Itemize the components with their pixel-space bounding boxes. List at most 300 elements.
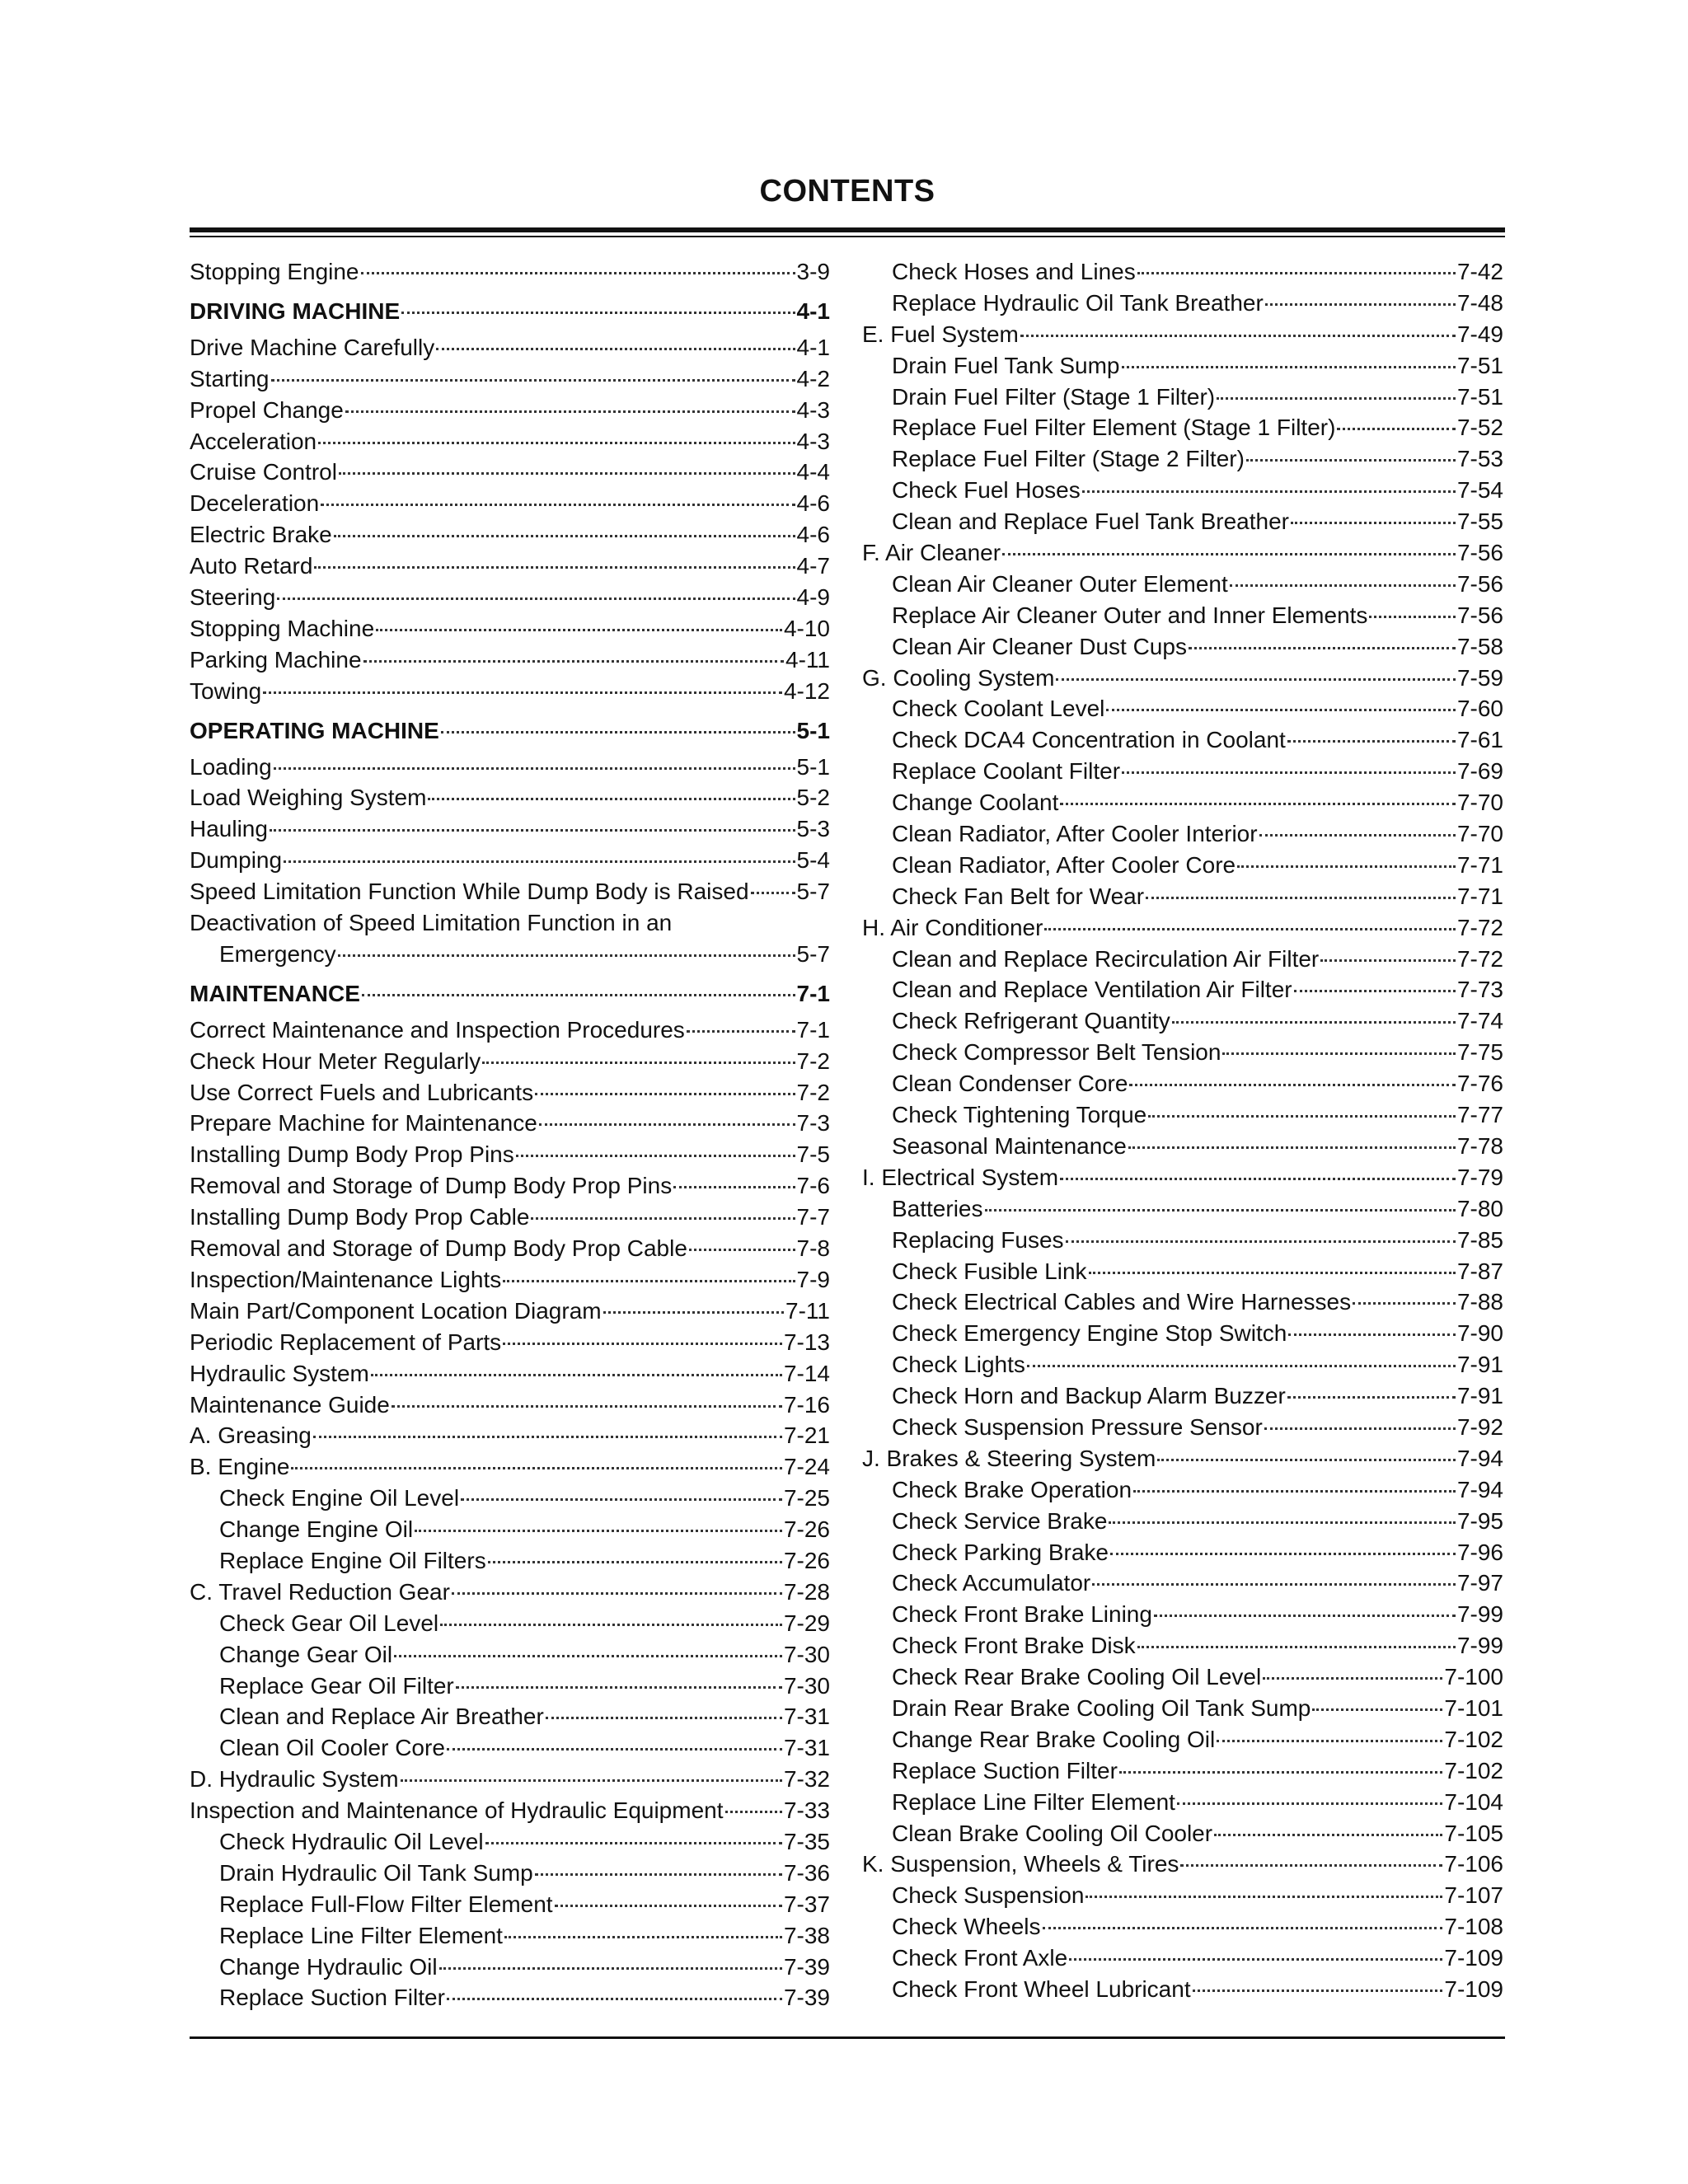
toc-dot-leader xyxy=(363,660,784,663)
toc-entry-label: Replace Fuel Filter (Stage 2 Filter) xyxy=(892,446,1245,472)
toc-entry[interactable] xyxy=(862,1911,1503,1943)
toc-entry[interactable] xyxy=(190,582,830,613)
toc-dot-leader xyxy=(345,410,795,413)
toc-dot-leader xyxy=(313,1436,782,1438)
toc-entry[interactable] xyxy=(862,1318,1503,1349)
toc-dot-leader xyxy=(439,1967,782,1970)
toc-entry[interactable] xyxy=(862,537,1503,569)
toc-entry-label: Change Gear Oil xyxy=(219,1641,393,1667)
toc-entry[interactable] xyxy=(190,1139,830,1170)
toc-entry[interactable] xyxy=(190,1858,830,1889)
toc-entry[interactable] xyxy=(862,1037,1503,1068)
toc-entry-label: Check Brake Operation xyxy=(892,1476,1132,1502)
toc-entry-label: Replacing Fuses xyxy=(892,1226,1064,1253)
toc-page-number: 7-90 xyxy=(1456,1320,1503,1347)
toc-entry-label: Replace Line Filter Element xyxy=(219,1922,503,1948)
toc-entry[interactable] xyxy=(862,631,1503,663)
toc-entry[interactable] xyxy=(190,1015,830,1046)
toc-entry[interactable] xyxy=(190,1233,830,1264)
toc-entry[interactable] xyxy=(190,395,830,426)
toc-entry[interactable] xyxy=(862,787,1503,818)
toc-entry-label: Clean Condenser Core xyxy=(892,1071,1128,1097)
toc-entry[interactable] xyxy=(190,1202,830,1233)
toc-entry[interactable] xyxy=(862,1193,1503,1225)
toc-dot-leader xyxy=(1320,959,1456,962)
toc-entry[interactable] xyxy=(190,1545,830,1577)
toc-page-number: 4-6 xyxy=(796,522,830,548)
toc-dot-leader xyxy=(1137,272,1456,274)
toc-entry[interactable] xyxy=(862,350,1503,382)
toc-entry-label: Check DCA4 Concentration in Coolant xyxy=(892,727,1286,753)
toc-page-number: 7-95 xyxy=(1456,1507,1503,1534)
toc-page-number: 7-1 xyxy=(796,1016,830,1043)
toc-entry[interactable] xyxy=(862,1443,1503,1474)
toc-entry-label: I. Electrical System xyxy=(862,1164,1059,1190)
toc-page-number: 7-7 xyxy=(796,1204,830,1230)
toc-entry[interactable] xyxy=(190,876,830,907)
toc-entry[interactable] xyxy=(862,1005,1503,1037)
toc-entry-label: Stopping Engine xyxy=(190,259,359,284)
toc-entry-label: Check Compressor Belt Tension xyxy=(892,1039,1221,1066)
toc-entry-label: Check Electrical Cables and Wire Harnesses xyxy=(892,1289,1352,1315)
toc-dot-leader xyxy=(428,798,795,800)
toc-page-number: 7-29 xyxy=(783,1610,830,1636)
toc-entry-label: Check Coolant Level xyxy=(892,696,1105,722)
toc-entry[interactable] xyxy=(190,1889,830,1920)
toc-page-number: 7-101 xyxy=(1444,1694,1503,1721)
toc-dot-leader xyxy=(1157,1459,1456,1461)
toc-dot-leader xyxy=(440,1624,782,1626)
toc-entry[interactable] xyxy=(190,752,830,783)
toc-entry-label: Change Hydraulic Oil xyxy=(219,1953,438,1980)
toc-entry[interactable] xyxy=(190,1577,830,1608)
toc-page-number: 7-2 xyxy=(796,1079,830,1105)
toc-entry-label: Check Front Axle xyxy=(892,1945,1068,1971)
toc-dot-leader xyxy=(1146,897,1456,899)
toc-entry[interactable] xyxy=(190,1077,830,1108)
toc-entry[interactable] xyxy=(862,1818,1503,1849)
toc-entry[interactable] xyxy=(190,613,830,644)
toc-entry[interactable] xyxy=(190,1764,830,1795)
toc-entry-label: Check Refrigerant Quantity xyxy=(892,1008,1170,1034)
toc-entry[interactable] xyxy=(862,1099,1503,1131)
toc-entry[interactable] xyxy=(862,1661,1503,1693)
toc-entry[interactable] xyxy=(190,1732,830,1764)
toc-dot-leader xyxy=(1043,1927,1443,1929)
toc-dot-leader xyxy=(689,1249,795,1251)
toc-entry[interactable] xyxy=(190,907,830,939)
toc-dot-leader xyxy=(1020,335,1456,337)
toc-dot-leader xyxy=(504,1936,782,1938)
toc-entry[interactable] xyxy=(190,1170,830,1202)
toc-left-column xyxy=(190,256,830,2013)
toc-page-number: 7-9 xyxy=(796,1266,830,1292)
toc-dot-leader xyxy=(687,1030,795,1033)
toc-dot-leader xyxy=(535,1873,782,1876)
toc-page-number: 5-1 xyxy=(796,717,830,743)
toc-entry[interactable] xyxy=(862,1849,1503,1880)
toc-entry[interactable] xyxy=(190,1451,830,1483)
toc-entry[interactable] xyxy=(190,1795,830,1826)
toc-entry[interactable] xyxy=(190,1327,830,1358)
toc-entry[interactable] xyxy=(190,1108,830,1139)
toc-dot-leader xyxy=(274,767,795,770)
toc-dot-leader xyxy=(1060,803,1456,805)
toc-entry[interactable] xyxy=(190,1483,830,1514)
toc-dot-leader xyxy=(603,1311,784,1314)
toc-page-number: 7-32 xyxy=(783,1766,830,1793)
toc-dot-leader xyxy=(1154,1615,1456,1617)
toc-entry[interactable] xyxy=(862,1474,1503,1506)
toc-dot-leader xyxy=(334,535,795,537)
toc-page-number: 7-49 xyxy=(1456,321,1503,347)
toc-dot-leader xyxy=(1069,1958,1442,1961)
toc-dot-leader xyxy=(1288,1333,1456,1336)
toc-dot-leader xyxy=(485,1842,782,1844)
toc-dot-leader xyxy=(314,566,795,569)
toc-dot-leader xyxy=(1122,366,1456,368)
toc-entry-label: Replace Suction Filter xyxy=(219,1985,445,2011)
toc-dot-leader xyxy=(270,829,795,832)
toc-entry[interactable] xyxy=(862,1068,1503,1099)
toc-entry[interactable] xyxy=(862,1506,1503,1537)
toc-dot-leader xyxy=(751,892,795,894)
toc-entry[interactable] xyxy=(190,488,830,519)
toc-dot-leader xyxy=(371,1374,782,1376)
toc-page-number: 7-108 xyxy=(1444,1914,1503,1940)
toc-entry[interactable] xyxy=(190,332,830,363)
toc-page-number: 4-9 xyxy=(796,584,830,611)
toc-section-heading[interactable] xyxy=(190,707,830,752)
toc-entry[interactable] xyxy=(190,1701,830,1732)
toc-entry[interactable] xyxy=(862,506,1503,537)
toc-dot-leader xyxy=(1122,771,1456,774)
toc-page-number: 7-88 xyxy=(1456,1289,1503,1315)
toc-entry[interactable] xyxy=(190,1671,830,1702)
toc-page-number: 7-37 xyxy=(783,1891,830,1917)
toc-entry-label: Drain Fuel Filter (Stage 1 Filter) xyxy=(892,383,1216,410)
toc-entry[interactable] xyxy=(190,813,830,845)
toc-page-number: 7-78 xyxy=(1456,1132,1503,1159)
toc-page-number: 7-30 xyxy=(783,1672,830,1699)
toc-right-column xyxy=(862,256,1503,2005)
toc-entry[interactable] xyxy=(862,1537,1503,1568)
toc-entry[interactable] xyxy=(862,256,1503,288)
toc-dot-leader xyxy=(1110,1553,1456,1555)
toc-page-number: 7-33 xyxy=(783,1797,830,1824)
toc-dot-leader xyxy=(1129,1084,1456,1086)
toc-dot-leader xyxy=(1172,1021,1456,1024)
toc-page-number: 7-94 xyxy=(1456,1476,1503,1502)
toc-entry-label: Clean Air Cleaner Dust Cups xyxy=(892,633,1187,659)
toc-entry[interactable] xyxy=(190,551,830,582)
toc-entry-label: K. Suspension, Wheels & Tires xyxy=(862,1851,1179,1877)
toc-entry[interactable] xyxy=(862,881,1503,912)
toc-entry[interactable] xyxy=(190,1514,830,1545)
toc-dot-leader xyxy=(401,1779,782,1782)
toc-dot-leader xyxy=(415,1530,782,1532)
toc-entry-label: Hydraulic System xyxy=(190,1360,369,1386)
toc-entry-label: Change Coolant xyxy=(892,790,1059,816)
toc-page-number: 7-35 xyxy=(783,1828,830,1854)
toc-entry[interactable] xyxy=(190,676,830,707)
toc-entry[interactable] xyxy=(190,644,830,676)
toc-entry[interactable] xyxy=(862,1412,1503,1443)
toc-entry[interactable] xyxy=(862,1131,1503,1162)
toc-page-number: 7-91 xyxy=(1456,1352,1503,1378)
toc-entry[interactable] xyxy=(862,912,1503,944)
toc-dot-leader xyxy=(488,1561,782,1563)
toc-dot-leader xyxy=(1265,303,1456,306)
toc-page-number: 7-71 xyxy=(1456,851,1503,878)
toc-dot-leader xyxy=(461,1498,782,1501)
toc-dot-leader xyxy=(271,379,795,382)
toc-dot-leader xyxy=(555,1905,782,1907)
toc-entry[interactable] xyxy=(862,1943,1503,1974)
toc-page-number: 7-25 xyxy=(783,1485,830,1511)
toc-entry[interactable] xyxy=(862,1162,1503,1193)
toc-entry-label: DRIVING MACHINE xyxy=(190,298,401,324)
toc-entry-label: Drain Rear Brake Cooling Oil Tank Sump xyxy=(892,1694,1311,1721)
toc-dot-leader xyxy=(1137,1646,1456,1648)
toc-dot-leader xyxy=(1119,1771,1442,1774)
toc-entry[interactable] xyxy=(862,1787,1503,1818)
toc-entry[interactable] xyxy=(190,782,830,813)
toc-page-number: 7-85 xyxy=(1456,1226,1503,1253)
toc-dot-leader xyxy=(263,691,782,694)
toc-entry-label: MAINTENANCE xyxy=(190,980,360,1006)
toc-page-number: 7-70 xyxy=(1456,821,1503,847)
toc-page-number: 7-13 xyxy=(783,1329,830,1355)
toc-entry-label: Replace Hydraulic Oil Tank Breather xyxy=(892,289,1264,316)
toc-entry-label: Periodic Replacement of Parts xyxy=(190,1329,502,1355)
toc-entry[interactable] xyxy=(862,663,1503,694)
toc-entry[interactable] xyxy=(862,974,1503,1005)
toc-entry[interactable] xyxy=(190,256,830,288)
title-rule-thin xyxy=(190,236,1505,237)
toc-entry[interactable] xyxy=(862,1256,1503,1287)
toc-dot-leader xyxy=(1264,1427,1456,1430)
toc-page-number: 7-71 xyxy=(1456,883,1503,909)
toc-dot-leader xyxy=(361,272,795,274)
toc-dot-leader xyxy=(291,1467,782,1469)
toc-page-number: 5-7 xyxy=(796,940,830,967)
toc-entry[interactable] xyxy=(862,1880,1503,1911)
toc-entry-label: Check Rear Brake Cooling Oil Level xyxy=(892,1664,1262,1690)
toc-page-number: 5-4 xyxy=(796,847,830,874)
toc-entry[interactable] xyxy=(190,426,830,457)
toc-entry[interactable] xyxy=(862,1349,1503,1380)
toc-entry-label: Drain Fuel Tank Sump xyxy=(892,352,1120,378)
toc-entry-label: Towing xyxy=(190,677,262,704)
toc-entry-label: Main Part/Component Location Diagram xyxy=(190,1297,602,1324)
toc-entry[interactable] xyxy=(190,1264,830,1296)
toc-entry-label: B. Engine xyxy=(190,1454,290,1480)
toc-entry-label: Check Service Brake xyxy=(892,1507,1108,1534)
toc-page-number: 7-3 xyxy=(796,1110,830,1137)
toc-entry[interactable] xyxy=(862,756,1503,787)
toc-dot-leader xyxy=(1044,928,1456,930)
toc-entry-label: Clean and Replace Fuel Tank Breather xyxy=(892,509,1290,535)
toc-page-number: 4-2 xyxy=(796,365,830,391)
toc-dot-leader xyxy=(1193,1990,1443,1992)
bottom-rule xyxy=(190,2036,1505,2039)
toc-dot-leader xyxy=(1027,1365,1456,1367)
toc-dot-leader xyxy=(1089,1272,1456,1274)
toc-entry[interactable] xyxy=(190,1608,830,1639)
toc-entry-label: Removal and Storage of Dump Body Prop Pins xyxy=(190,1173,673,1199)
toc-entry[interactable] xyxy=(190,1046,830,1077)
toc-entry-label: Loading xyxy=(190,753,272,780)
toc-entry[interactable] xyxy=(190,1358,830,1390)
toc-dot-leader xyxy=(482,1062,795,1064)
toc-page-number: 4-3 xyxy=(796,428,830,454)
toc-entry-label: Clean Radiator, After Cooler Core xyxy=(892,851,1236,878)
toc-page-number: 7-104 xyxy=(1444,1788,1503,1815)
toc-page-number: 7-106 xyxy=(1444,1851,1503,1877)
toc-entry[interactable] xyxy=(190,1826,830,1858)
toc-entry[interactable] xyxy=(190,1920,830,1952)
toc-entry-label: Electric Brake xyxy=(190,522,332,548)
toc-page-number: 7-59 xyxy=(1456,664,1503,691)
toc-entry[interactable] xyxy=(190,939,830,970)
toc-page-number: 7-26 xyxy=(783,1516,830,1543)
toc-entry[interactable] xyxy=(862,443,1503,475)
toc-page-number: 3-9 xyxy=(796,259,830,284)
toc-entry[interactable] xyxy=(190,1639,830,1671)
toc-entry[interactable] xyxy=(862,1225,1503,1256)
toc-dot-leader xyxy=(1287,1396,1456,1399)
toc-entry[interactable] xyxy=(862,850,1503,881)
toc-entry-label: Steering xyxy=(190,584,276,611)
toc-dot-leader xyxy=(1259,834,1456,837)
toc-entry-label: Correct Maintenance and Inspection Procedures xyxy=(190,1016,685,1043)
toc-dot-leader xyxy=(452,1592,782,1595)
toc-page-number: 7-54 xyxy=(1456,477,1503,504)
toc-entry-label: Clean Oil Cooler Core xyxy=(219,1735,445,1761)
toc-page-number: 7-48 xyxy=(1456,289,1503,316)
toc-entry[interactable] xyxy=(862,1724,1503,1755)
toc-entry[interactable] xyxy=(862,569,1503,600)
toc-dot-leader xyxy=(338,954,795,957)
toc-page-number: 7-60 xyxy=(1456,696,1503,722)
toc-dot-leader xyxy=(394,1655,782,1657)
toc-entry[interactable] xyxy=(190,1296,830,1327)
toc-page-number: 7-87 xyxy=(1456,1258,1503,1284)
toc-page-number: 7-24 xyxy=(783,1454,830,1480)
toc-entry[interactable] xyxy=(862,1693,1503,1724)
toc-entry-label: Replace Gear Oil Filter xyxy=(219,1672,454,1699)
toc-entry[interactable] xyxy=(862,1755,1503,1787)
toc-entry[interactable] xyxy=(862,1630,1503,1661)
toc-page-number: 7-31 xyxy=(783,1735,830,1761)
toc-entry-label: Check Engine Oil Level xyxy=(219,1485,460,1511)
toc-entry[interactable] xyxy=(862,1974,1503,2005)
toc-entry[interactable] xyxy=(190,457,830,488)
toc-entry-label: Change Engine Oil xyxy=(219,1516,414,1543)
toc-entry[interactable] xyxy=(190,363,830,395)
toc-entry[interactable] xyxy=(862,1599,1503,1630)
toc-entry[interactable] xyxy=(862,693,1503,724)
toc-entry-label: Check Front Wheel Lubricant xyxy=(892,1975,1191,2002)
toc-entry-label: Check Front Brake Lining xyxy=(892,1601,1152,1628)
toc-page-number: 4-4 xyxy=(796,459,830,485)
toc-entry-label: Check Tightening Torque xyxy=(892,1102,1147,1128)
toc-page-number: 4-1 xyxy=(796,334,830,360)
toc-page-number: 5-7 xyxy=(796,879,830,905)
toc-entry[interactable] xyxy=(862,724,1503,756)
toc-entry-label: Clean and Replace Air Breather xyxy=(219,1704,544,1730)
toc-entry[interactable] xyxy=(862,818,1503,850)
toc-entry-label: Replace Line Filter Element xyxy=(892,1788,1175,1815)
toc-dot-leader xyxy=(1222,1052,1456,1055)
toc-entry[interactable] xyxy=(862,1568,1503,1599)
toc-page-number: 7-39 xyxy=(783,1953,830,1980)
toc-dot-leader xyxy=(1287,740,1456,743)
toc-page-number: 5-2 xyxy=(796,785,830,811)
toc-entry[interactable] xyxy=(862,319,1503,350)
toc-entry[interactable] xyxy=(862,600,1503,631)
toc-entry[interactable] xyxy=(190,1390,830,1421)
toc-entry[interactable] xyxy=(862,475,1503,506)
toc-dot-leader xyxy=(318,442,795,444)
toc-page-number: 7-52 xyxy=(1456,415,1503,441)
toc-page-number: 4-3 xyxy=(796,396,830,423)
toc-page-number: 7-80 xyxy=(1456,1195,1503,1221)
toc-entry-label: Replace Engine Oil Filters xyxy=(219,1547,486,1573)
toc-entry-label: Batteries xyxy=(892,1195,983,1221)
toc-entry[interactable] xyxy=(190,1420,830,1451)
toc-dot-leader xyxy=(1092,1583,1456,1586)
toc-dot-leader xyxy=(447,1998,782,2000)
toc-dot-leader xyxy=(1246,459,1456,462)
toc-entry-label: Speed Limitation Function While Dump Body is Raised xyxy=(190,879,749,905)
toc-entry[interactable] xyxy=(862,412,1503,443)
toc-section-heading[interactable] xyxy=(190,288,830,332)
toc-entry[interactable] xyxy=(190,1952,830,1983)
toc-page-number: 7-70 xyxy=(1456,790,1503,816)
toc-dot-leader xyxy=(1217,1740,1442,1742)
toc-entry[interactable] xyxy=(862,1380,1503,1412)
toc-page-number: 7-102 xyxy=(1444,1726,1503,1752)
toc-entry-label: Cruise Control xyxy=(190,459,337,485)
toc-entry-label: Stopping Machine xyxy=(190,615,375,641)
toc-dot-leader xyxy=(392,1405,782,1408)
toc-entry-label: Replace Coolant Filter xyxy=(892,758,1121,785)
toc-entry[interactable] xyxy=(862,382,1503,413)
toc-dot-leader xyxy=(362,994,795,996)
toc-entry[interactable] xyxy=(190,1982,830,2013)
toc-dot-leader xyxy=(531,1217,795,1220)
toc-entry-label: Seasonal Maintenance xyxy=(892,1132,1127,1159)
toc-entry[interactable] xyxy=(190,845,830,876)
toc-entry-label: Check Suspension xyxy=(892,1882,1085,1909)
toc-dot-leader xyxy=(1230,584,1456,587)
toc-page-number: 4-1 xyxy=(796,298,830,324)
toc-page-number: 7-76 xyxy=(1456,1071,1503,1097)
toc-entry[interactable] xyxy=(862,1286,1503,1318)
toc-dot-leader xyxy=(456,1686,782,1689)
toc-entry-label: Change Rear Brake Cooling Oil xyxy=(892,1726,1216,1752)
toc-entry-label: Deceleration xyxy=(190,490,320,517)
toc-entry[interactable] xyxy=(862,288,1503,319)
toc-dot-leader xyxy=(1002,553,1456,555)
toc-entry[interactable] xyxy=(862,944,1503,975)
toc-entry[interactable] xyxy=(190,519,830,551)
toc-section-heading[interactable] xyxy=(190,970,830,1015)
toc-entry-label: Replace Full-Flow Filter Element xyxy=(219,1891,553,1917)
toc-page-number: 7-100 xyxy=(1444,1664,1503,1690)
